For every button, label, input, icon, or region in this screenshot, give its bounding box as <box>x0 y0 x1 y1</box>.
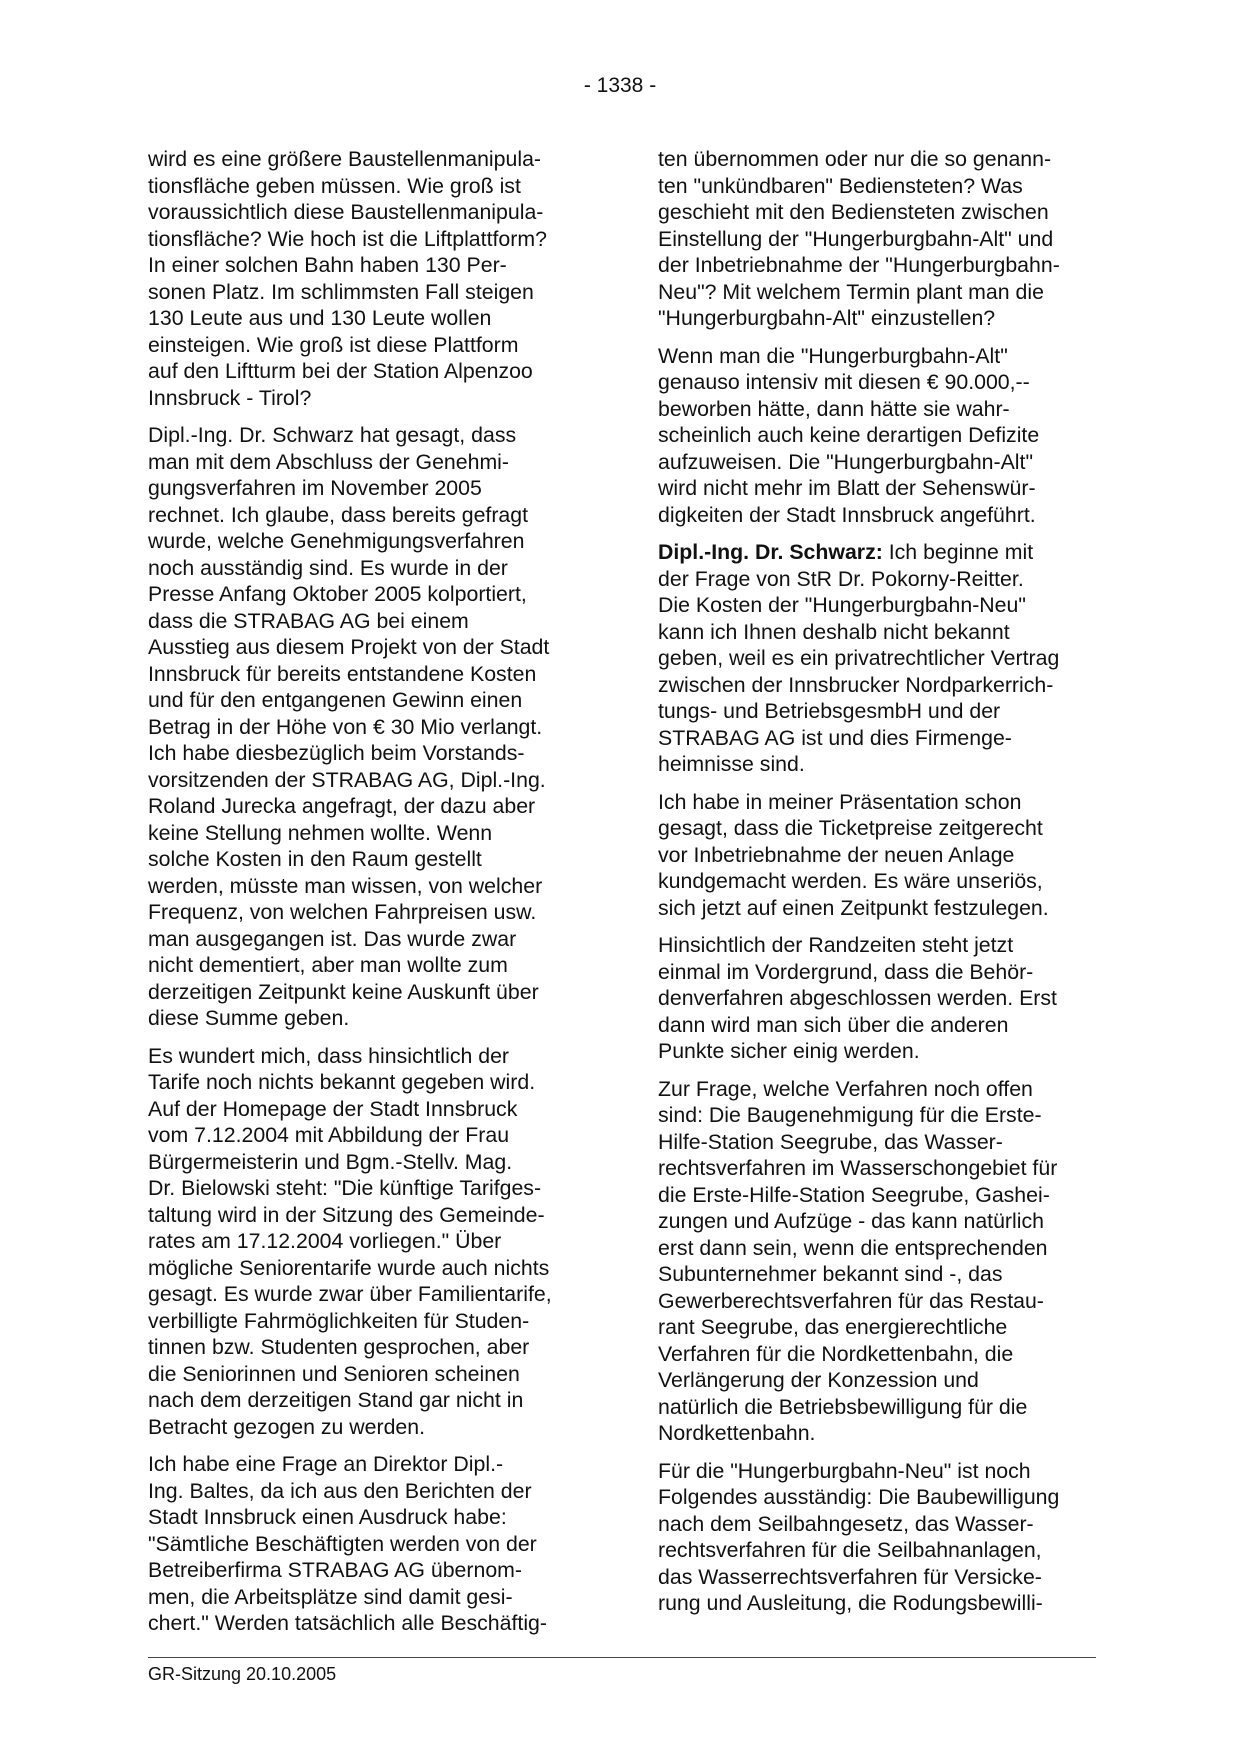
text-line: erst dann sein, wenn die entsprechenden <box>658 1235 1048 1260</box>
text-line: der Frage von StR Dr. Pokorny-Reitter. <box>658 566 1024 591</box>
text-line: STRABAG AG ist und dies Firmenge- <box>658 725 1012 750</box>
paragraph <box>658 146 1098 332</box>
text-line: Zur Frage, welche Verfahren noch offen <box>658 1076 1033 1101</box>
text-line: zwischen der Innsbrucker Nordparkerrich- <box>658 672 1054 697</box>
text-line: 130 Leute aus und 130 Leute wollen <box>148 306 492 330</box>
text-line: Betrag in der Höhe von € 30 Mio verlangt. <box>148 714 543 739</box>
text-line: Nordkettenbahn. <box>658 1421 816 1445</box>
text-line: tionsfläche geben müssen. Wie groß ist <box>148 173 521 198</box>
text-line: kundgemacht werden. Es wäre unseriös, <box>658 869 1043 893</box>
speaker-name: Dipl.-Ing. Dr. Schwarz: <box>658 540 883 564</box>
text-line: nicht dementiert, aber man wollte zum <box>148 953 508 977</box>
text-line: dann wird man sich über die anderen <box>658 1012 1009 1037</box>
paragraph <box>658 789 1098 922</box>
text-line: Hinsichtlich der Randzeiten steht jetzt <box>658 933 1014 957</box>
text-line: Tarife noch nichts bekannt gegeben wird. <box>148 1070 536 1094</box>
text-line: scheinlich auch keine derartigen Defizite <box>658 423 1040 447</box>
text-line: sich jetzt auf einen Zeitpunkt festzulegen. <box>658 895 1049 920</box>
text-line: heimnisse sind. <box>658 752 805 776</box>
text-line: gesagt, dass die Ticketpreise zeitgerecht <box>658 816 1043 840</box>
paragraph <box>658 1076 1098 1447</box>
text-line: tungs- und BetriebsgesmbH und der <box>658 699 1001 723</box>
text-line: Subunternehmer bekannt sind -, das <box>658 1262 1003 1286</box>
text-line: Roland Jurecka angefragt, der dazu aber <box>148 794 536 818</box>
text-line: Neu"? Mit welchem Termin plant man die <box>658 279 1044 304</box>
text-line: rechtsverfahren für die Seilbahnanlagen, <box>658 1538 1042 1562</box>
text-line: vorsitzenden der STRABAG AG, Dipl.-Ing. <box>148 767 546 792</box>
text-line: auf den Liftturm bei der Station Alpenzoo <box>148 359 533 383</box>
text-line: nach dem derzeitigen Stand gar nicht in <box>148 1388 524 1412</box>
text-line: kann ich Ihnen deshalb nicht bekannt <box>658 619 1010 644</box>
text-line: rechtsverfahren im Wasserschongebiet für <box>658 1156 1058 1180</box>
text-line: Betracht gezogen zu werden. <box>148 1414 426 1439</box>
text-line: taltung wird in der Sitzung des Gemeinde- <box>148 1202 545 1227</box>
text-line: chert." Werden tatsächlich alle Beschäftig- <box>148 1611 547 1635</box>
text-line: die Erste-Hilfe-Station Seegrube, Gashei- <box>658 1182 1050 1207</box>
text-line: wird nicht mehr im Blatt der Sehenswür- <box>658 476 1036 500</box>
text-line: gungsverfahren im November 2005 <box>148 476 482 500</box>
text-line: Stadt Innsbruck einen Ausdruck habe: <box>148 1505 507 1529</box>
text-line: Ausstieg aus diesem Projekt von der Stadt <box>148 635 550 659</box>
text-line: derzeitigen Zeitpunkt keine Auskunft über <box>148 979 539 1004</box>
text-line: der Inbetriebnahme der "Hungerburgbahn- <box>658 253 1060 277</box>
text-line: wird es eine größere Baustellenmanipula- <box>148 147 542 171</box>
text-line: man mit dem Abschluss der Genehmi- <box>148 449 510 474</box>
text-line: sind: Die Baugenehmigung für die Erste- <box>658 1103 1042 1127</box>
paragraph <box>658 539 1098 778</box>
paragraph <box>658 1458 1098 1617</box>
text-line: sonen Platz. Im schlimmsten Fall steigen <box>148 279 534 304</box>
text-line: Auf der Homepage der Stadt Innsbruck <box>148 1096 518 1121</box>
text-line: die Seniorinnen und Senioren scheinen <box>148 1361 520 1386</box>
text-line: Dipl.-Ing. Dr. Schwarz hat gesagt, dass <box>148 423 517 447</box>
text-line: ten übernommen oder nur die so genann- <box>658 147 1052 171</box>
text-line: Hilfe-Station Seegrube, das Wasser- <box>658 1129 1003 1154</box>
paragraph <box>148 1451 588 1637</box>
text-line: voraussichtlich diese Baustellenmanipula- <box>148 200 544 224</box>
text-line: tionsfläche? Wie hoch ist die Liftplattform? <box>148 226 547 251</box>
text-line: nach dem Seilbahngesetz, das Wasser- <box>658 1511 1034 1536</box>
text-line: Innsbruck - Tirol? <box>148 385 312 410</box>
text-line: einsteigen. Wie groß ist diese Plattform <box>148 332 519 357</box>
text-line: Ich habe eine Frage an Direktor Dipl.- <box>148 1452 504 1476</box>
text-line: rechnet. Ich glaube, dass bereits gefragt <box>148 502 529 527</box>
text-line: wurde, welche Genehmigungsverfahren <box>148 529 525 553</box>
text-line: geben, weil es ein privatrechtlicher Vertrag <box>658 646 1060 670</box>
text-line: tinnen bzw. Studenten gesprochen, aber <box>148 1335 530 1359</box>
text-line: zungen und Aufzüge - das kann natürlich <box>658 1209 1044 1233</box>
text-line: beworben hätte, dann hätte sie wahr- <box>658 396 1010 421</box>
text-line: Es wundert mich, dass hinsichtlich der <box>148 1043 510 1068</box>
text-line: geschieht mit den Bediensteten zwischen <box>658 200 1049 224</box>
left-column <box>148 146 588 1648</box>
text-line: diese Summe geben. <box>148 1006 350 1030</box>
text-line: aufzuweisen. Die "Hungerburgbahn-Alt" <box>658 449 1034 474</box>
text-line: das Wasserrechtsverfahren für Versicke- <box>658 1564 1042 1589</box>
text-line: Presse Anfang Oktober 2005 kolportiert, <box>148 582 527 606</box>
text-line: Punkte sicher einig werden. <box>658 1039 920 1063</box>
text-line: denverfahren abgeschlossen werden. Erst <box>658 986 1057 1010</box>
text-line: werden, müsste man wissen, von welcher <box>148 873 543 898</box>
text-line: ten "unkündbaren" Bediensteten? Was <box>658 173 1023 198</box>
text-line: Ich habe in meiner Präsentation schon <box>658 789 1022 814</box>
paragraph <box>658 343 1098 529</box>
text-line: Ich habe diesbezüglich beim Vorstands- <box>148 741 525 765</box>
text-line: digkeiten der Stadt Innsbruck angeführt. <box>658 502 1036 527</box>
text-line: und für den entgangenen Gewinn einen <box>148 688 523 712</box>
footer-rule <box>148 1657 1096 1658</box>
text-line: solche Kosten in den Raum gestellt <box>148 847 482 871</box>
text-line: Bürgermeisterin und Bgm.-Stellv. Mag. <box>148 1149 513 1174</box>
right-column <box>658 146 1098 1628</box>
text-line: verbilligte Fahrmöglichkeiten für Studen- <box>148 1308 530 1333</box>
text-line: keine Stellung nehmen wollte. Wenn <box>148 820 493 845</box>
text-line: dass die STRABAG AG bei einem <box>148 608 469 633</box>
text-line: rung und Ausleitung, die Rodungsbewilli- <box>658 1591 1043 1615</box>
paragraph <box>148 1043 588 1441</box>
text-line: vom 7.12.2004 mit Abbildung der Frau <box>148 1123 510 1147</box>
text-line: Innsbruck für bereits entstandene Kosten <box>148 661 537 686</box>
text-line: "Hungerburgbahn-Alt" einzustellen? <box>658 306 996 330</box>
footer-text: GR-Sitzung 20.10.2005 <box>148 1664 337 1684</box>
text-line: Betreiberfirma STRABAG AG übernom- <box>148 1558 523 1582</box>
text-line: mögliche Seniorentarife wurde auch nichts <box>148 1255 550 1280</box>
text-line <box>658 539 1098 566</box>
text-line: einmal im Vordergrund, dass die Behör- <box>658 959 1034 984</box>
text-line: rates am 17.12.2004 vorliegen." Über <box>148 1229 502 1253</box>
text-line: Einstellung der "Hungerburgbahn-Alt" und <box>658 226 1054 251</box>
text-line: Frequenz, von welchen Fahrpreisen usw. <box>148 900 537 924</box>
text-line: "Sämtliche Beschäftigten werden von der <box>148 1531 537 1556</box>
page-number: - 1338 - <box>583 74 657 97</box>
text-line: men, die Arbeitsplätze sind damit gesi- <box>148 1584 513 1609</box>
text-line: man ausgegangen ist. Das wurde zwar <box>148 926 517 951</box>
text-line: noch ausständig sind. Es wurde in der <box>148 555 508 580</box>
text-line: Für die "Hungerburgbahn-Neu" ist noch <box>658 1458 1031 1483</box>
speaker-text: Ich beginne mit <box>882 540 1034 564</box>
text-line: Die Kosten der "Hungerburgbahn-Neu" <box>658 593 1026 617</box>
text-line: genauso intensiv mit diesen € 90.000,-- <box>658 370 1030 394</box>
text-line: Dr. Bielowski steht: "Die künftige Tarifges- <box>148 1176 542 1200</box>
text-line: vor Inbetriebnahme der neuen Anlage <box>658 842 1015 867</box>
text-line: Wenn man die "Hungerburgbahn-Alt" <box>658 343 1008 368</box>
text-line: Ing. Baltes, da ich aus den Berichten der <box>148 1478 532 1503</box>
text-line: In einer solchen Bahn haben 130 Per- <box>148 253 507 277</box>
text-line: Folgendes ausständig: Die Baubewilligung <box>658 1485 1060 1509</box>
text-line: Gewerberechtsverfahren für das Restau- <box>658 1288 1044 1313</box>
text-line: Verlängerung der Konzession und <box>658 1368 979 1392</box>
text-line: gesagt. Es wurde zwar über Familientarife, <box>148 1282 552 1306</box>
paragraph <box>658 932 1098 1065</box>
paragraph <box>148 146 588 411</box>
text-line: Verfahren für die Nordkettenbahn, die <box>658 1341 1014 1366</box>
text-line: rant Seegrube, das energierechtliche <box>658 1315 1008 1339</box>
text-line: natürlich die Betriebsbewilligung für die <box>658 1394 1028 1419</box>
paragraph <box>148 422 588 1032</box>
